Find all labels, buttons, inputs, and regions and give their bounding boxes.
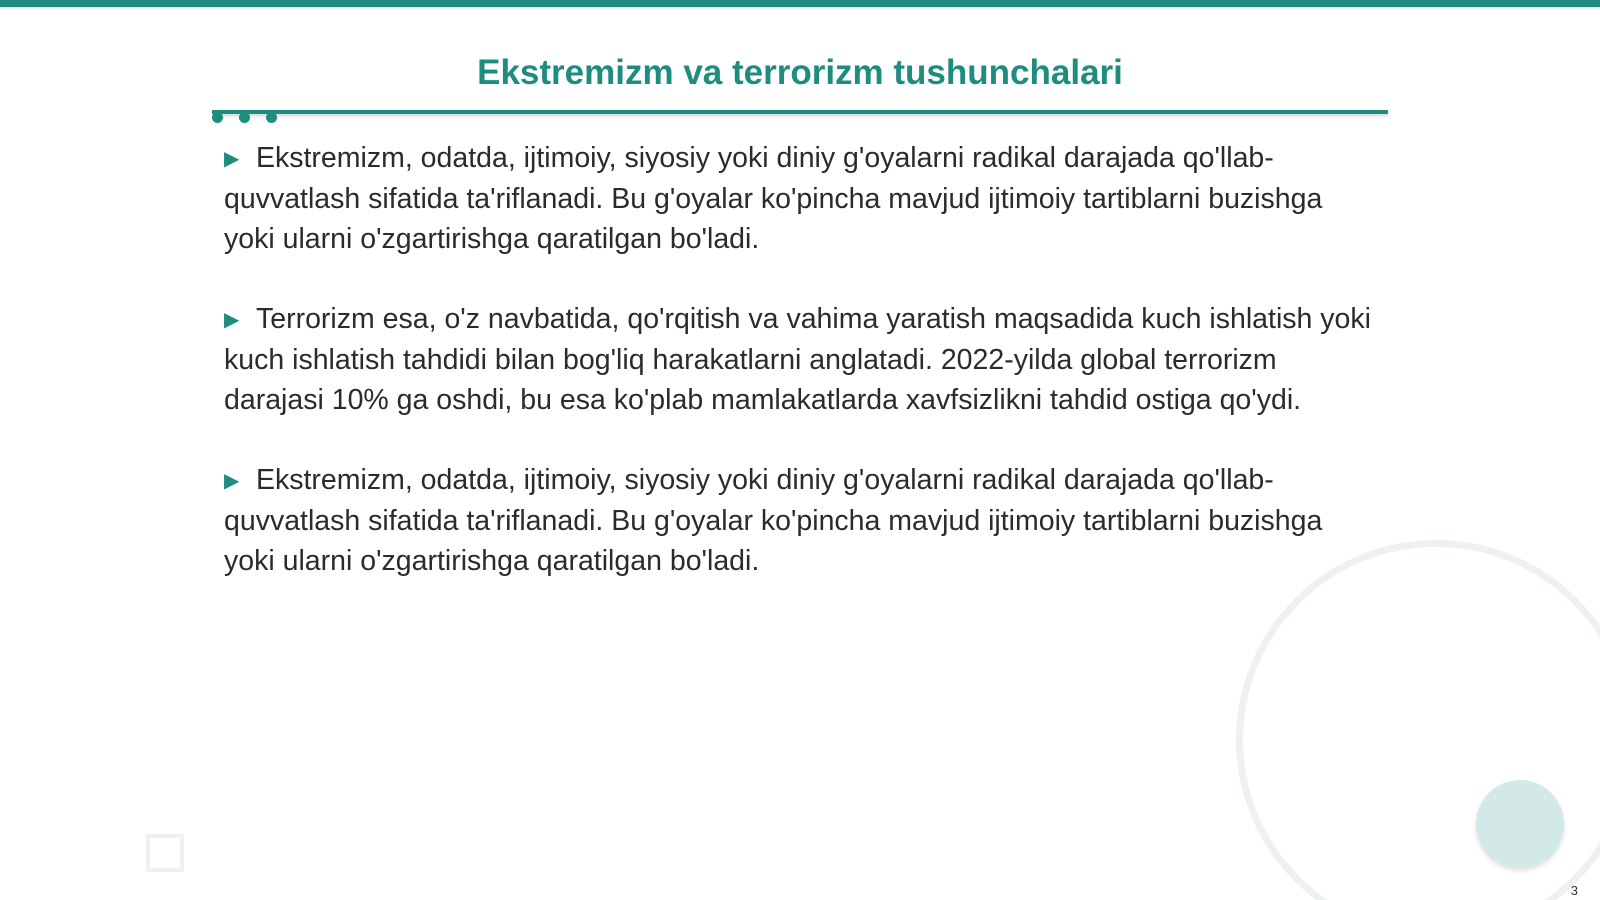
bullet-list	[224, 138, 1374, 621]
decor-square	[146, 834, 184, 872]
slide-number: 3	[1570, 883, 1578, 898]
triangle-bullet-icon: ▶	[224, 148, 240, 170]
triangle-bullet-icon: ▶	[224, 470, 240, 492]
decor-circle	[1476, 780, 1564, 868]
bullet-text: Ekstremizm, odatda, ijtimoiy, siyosiy yoki diniy g'oyalarni radikal darajada qo'llab-quvvatlash sifatida ta'riflanadi. Bu g'oyalar ko'pincha mavjud ijtimoiy tartiblarni buzishga yoki ularni o'zgartirishga qaratilgan bo'ladi.	[224, 464, 1323, 577]
title-underline	[212, 110, 1388, 114]
bullet-item	[224, 299, 1374, 420]
decor-dot	[266, 112, 277, 123]
slide-title: Ekstremizm va terrorizm tushunchalari	[477, 53, 1123, 92]
top-accent-bar	[0, 0, 1600, 7]
bullet-item	[224, 138, 1374, 259]
triangle-bullet-icon: ▶	[224, 309, 240, 331]
bullet-item	[224, 460, 1374, 581]
decor-dot	[212, 112, 223, 123]
decor-dot	[239, 112, 250, 123]
bullet-text: Terrorizm esa, o'z navbatida, qo'rqitish va vahima yaratish maqsadida kuch ishlatish yoki kuch ishlatish tahdidi bilan bog'liq harakatlarni anglatadi. 2022-yilda global terrorizm darajasi 10% ga oshdi, bu esa ko'plab mamlakatlarda xavfsizlikni tahdid ostiga qo'ydi.	[224, 303, 1371, 416]
bullet-text: Ekstremizm, odatda, ijtimoiy, siyosiy yoki diniy g'oyalarni radikal darajada qo'llab-quvvatlash sifatida ta'riflanadi. Bu g'oyalar ko'pincha mavjud ijtimoiy tartiblarni buzishga yoki ularni o'zgartirishga qaratilgan bo'ladi.	[224, 142, 1323, 255]
